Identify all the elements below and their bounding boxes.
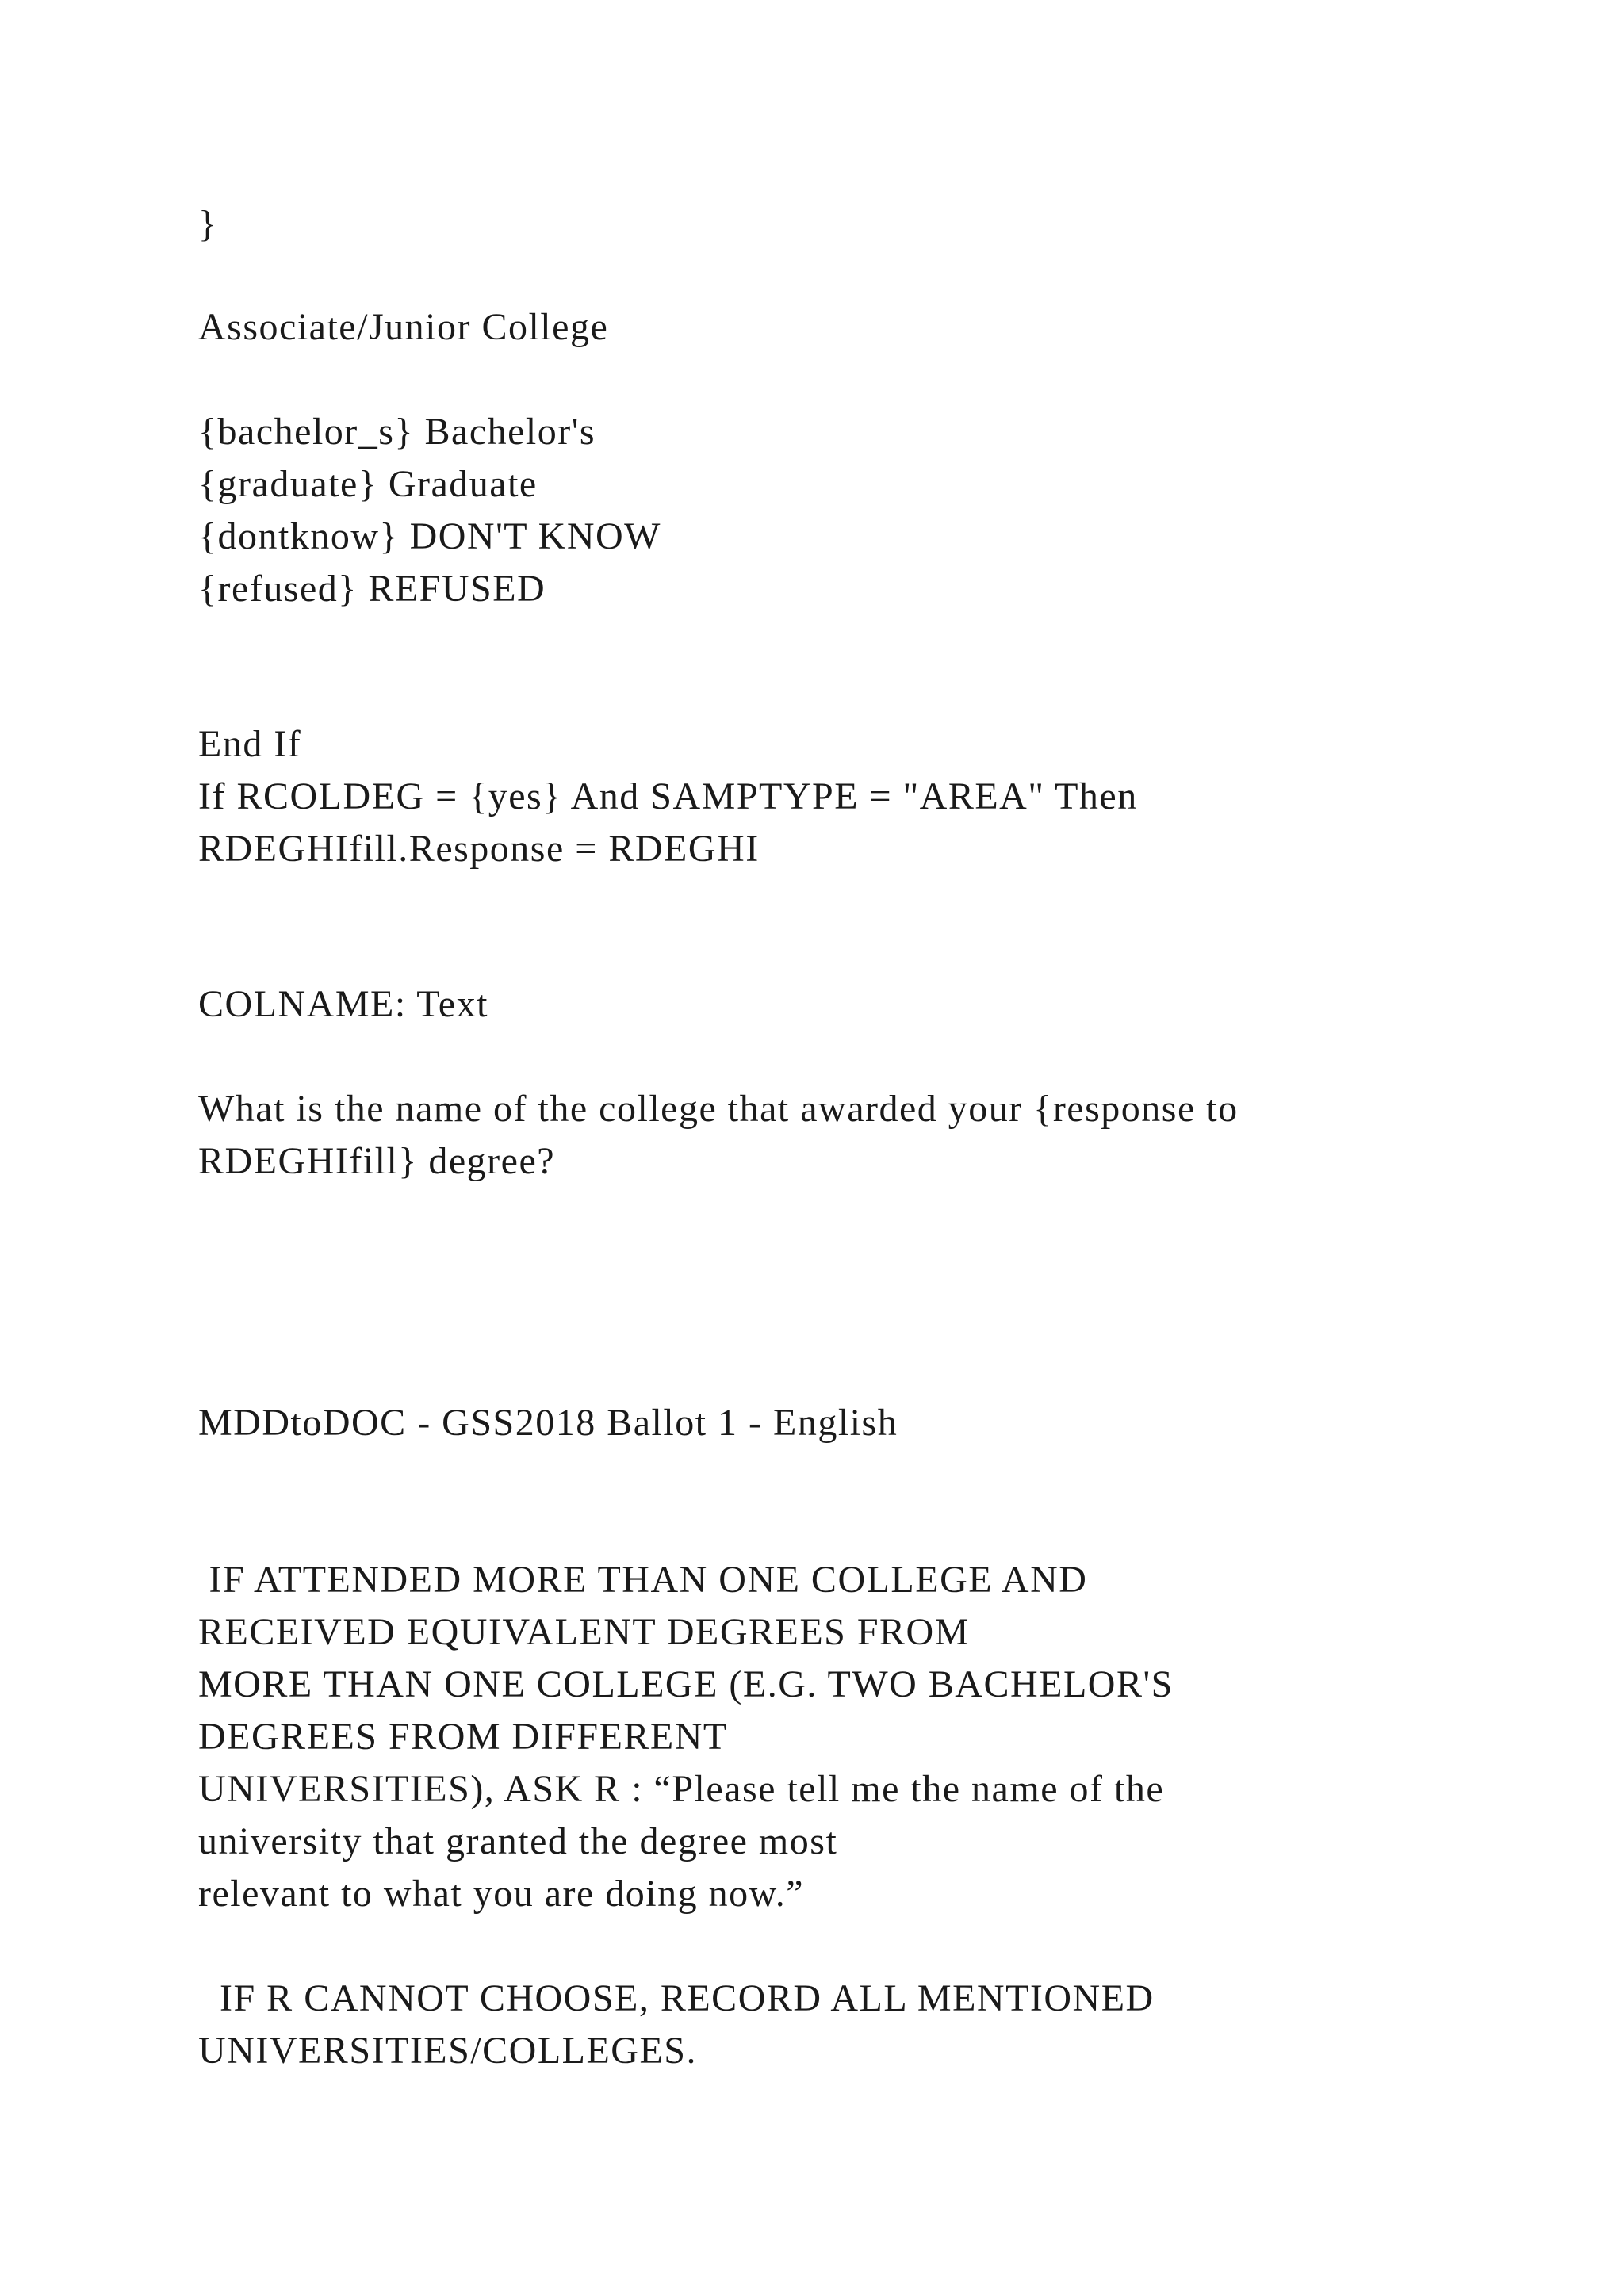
- option-graduate: {graduate} Graduate: [198, 463, 538, 505]
- instruction-line-9: UNIVERSITIES/COLLEGES.: [198, 2030, 697, 2072]
- instruction-line-4: DEGREES FROM DIFFERENT: [198, 1716, 728, 1758]
- closing-brace: }: [198, 203, 218, 245]
- end-if-statement: End If: [198, 723, 302, 765]
- if-condition-statement: If RCOLDEG = {yes} And SAMPTYPE = "AREA" Then: [198, 775, 1138, 817]
- assignment-statement: RDEGHIfill.Response = RDEGHI: [198, 828, 760, 870]
- instruction-line-3: MORE THAN ONE COLLEGE (E.G. TWO BACHELOR'S: [198, 1663, 1174, 1705]
- question-id-heading: COLNAME: Text: [198, 983, 488, 1025]
- instruction-line-6: university that granted the degree most: [198, 1820, 838, 1862]
- instruction-line-8: IF R CANNOT CHOOSE, RECORD ALL MENTIONED: [198, 1977, 1155, 2019]
- option-refused: {refused} REFUSED: [198, 568, 546, 610]
- option-dontknow: {dontknow} DON'T KNOW: [198, 515, 661, 557]
- instruction-line-7: relevant to what you are doing now.”: [198, 1873, 804, 1915]
- category-label: Associate/Junior College: [198, 306, 609, 348]
- document-footer-title: MDDtoDOC - GSS2018 Ballot 1 - English: [198, 1402, 898, 1444]
- option-bachelors: {bachelor_s} Bachelor's: [198, 411, 596, 453]
- question-text-line-1: What is the name of the college that awarded your {response to: [198, 1088, 1239, 1130]
- instruction-line-2: RECEIVED EQUIVALENT DEGREES FROM: [198, 1611, 970, 1653]
- instruction-line-5: UNIVERSITIES), ASK R : “Please tell me the name of the: [198, 1768, 1165, 1810]
- question-text-line-2: RDEGHIfill} degree?: [198, 1140, 556, 1182]
- instruction-line-1: IF ATTENDED MORE THAN ONE COLLEGE AND: [198, 1559, 1088, 1601]
